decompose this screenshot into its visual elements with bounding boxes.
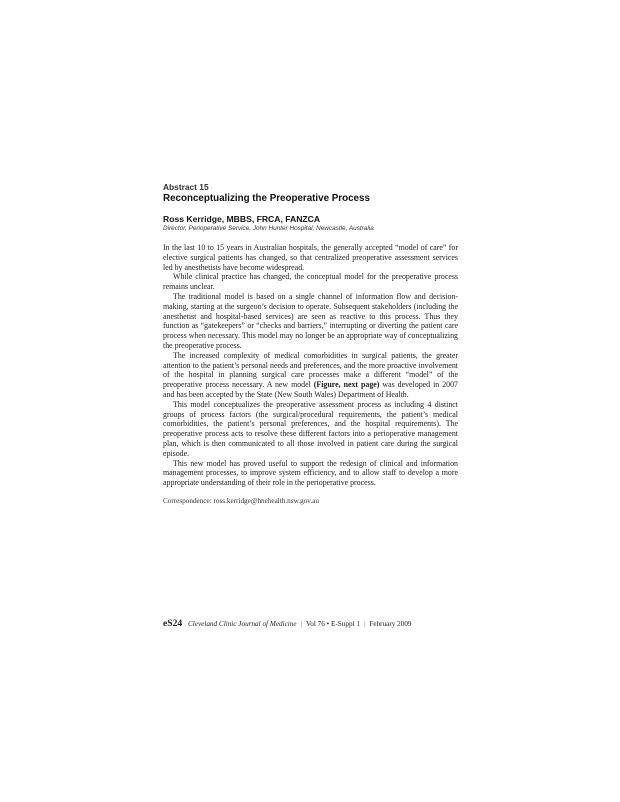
paragraph-4-text-start: The increased complexity of medical comorbidities in surgical patients, the greater attention to the patient’s personal needs and preferences, and the more proactive involvement of the hospital in planning surgical care processes make a different “model” of the preoperative process necessary. A new model <box>163 350 458 390</box>
paragraph-6: This new model has proved useful to support the redesign of clinical and information management processes, to improve system efficiency, and to allow staff to develop a more appropriate understanding of their role in the perioperative process. <box>163 458 458 488</box>
correspondence-line: Correspondence: ross.kerridge@hnehealth.nsw.gov.au <box>163 496 319 505</box>
page-footer <box>163 618 463 630</box>
abstract-label: Abstract 15 <box>163 182 209 192</box>
paragraph-4 <box>163 351 458 400</box>
footer-separator: | <box>363 620 366 628</box>
abstract-block <box>163 182 458 506</box>
paragraph-3: The traditional model is based on a single channel of information flow and decision-making, starting at the surgeon’s decision to operate. Subsequent stakeholders (including the anesthetist and hospital-based services) are seen as reactive to this process. Thus they function as “gatekeepers” or “checks and barriers,” interrupting or diverting the patient care process when necessary. This model may no longer be an appropriate way of conceptualizing the preoperative process. <box>163 291 458 350</box>
page-number: eS24 <box>163 618 183 629</box>
footer-separator: | <box>300 620 303 628</box>
author-name: Ross Kerridge, MBBS, FRCA, FANZCA <box>163 214 321 224</box>
figure-reference: (Figure, next page) <box>313 380 380 390</box>
journal-volume: Vol 76 • E-Suppl 1 <box>306 620 360 628</box>
paragraph-1: In the last 10 to 15 years in Australian hospitals, the generally accepted “model of care” for elective surgical patients has changed, so that centralized preoperative assessment services led by anesthetists have become widespread. <box>163 243 458 272</box>
journal-date: February 2009 <box>369 620 412 628</box>
paragraph-4-text-end: was developed in 2007 and has been accepted by the State (New South Wales) Department of Health. <box>163 380 458 399</box>
author-affiliation: Director, Perioperative Service, John Hunter Hospital, Newcastle, Australia <box>163 225 374 232</box>
journal-name: Cleveland Clinic Journal of Medicine <box>187 620 297 628</box>
paragraph-5: This model conceptualizes the preoperative assessment process as including 4 distinct groups of process factors (the surgical/procedural requirements, the patient’s medical comorbidities, the patient’s personal preferences, and the hospital requirements). The preoperative process acts to resolve these different factors into a perioperative management plan, which is then communicated to all those involved in patient care during the surgical episode. <box>163 399 458 458</box>
abstract-body <box>163 243 458 488</box>
abstract-title: Reconceptualizing the Preoperative Process <box>163 193 370 204</box>
paragraph-2: While clinical practice has changed, the conceptual model for the preoperative process remains unclear. <box>163 272 458 292</box>
